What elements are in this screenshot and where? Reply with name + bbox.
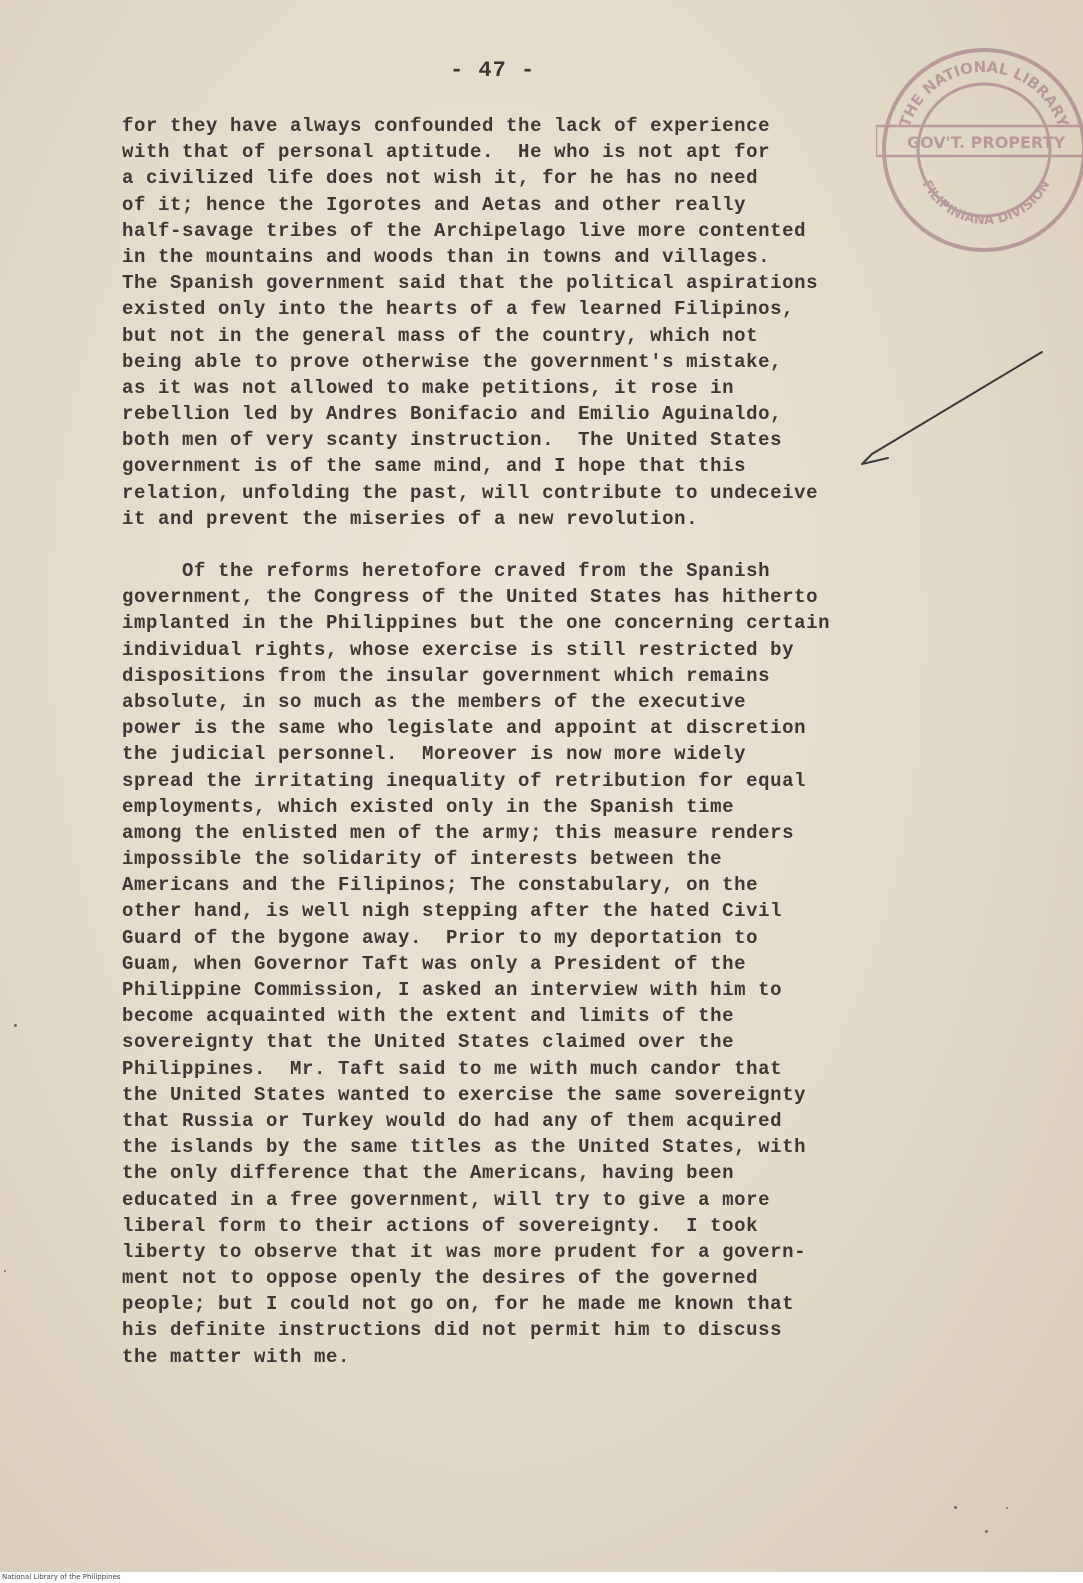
text-line: government, the Congress of the United States has hitherto	[122, 586, 819, 609]
text-line: educated in a free government, will try to give a more	[122, 1188, 771, 1211]
text-line: power is the same who legislate and appoint at discretion	[122, 717, 807, 740]
text-line: Americans and the Filipinos; The constabulary, on the	[122, 874, 759, 897]
page-number: - 47 -	[450, 58, 536, 83]
text-line: existed only into the hearts of a few learned Filipinos,	[122, 298, 795, 321]
text-line: the only difference that the Americans, having been	[122, 1162, 735, 1185]
paragraph-1	[122, 113, 912, 532]
text-line: other hand, is well nigh stepping after the hated Civil	[122, 900, 783, 923]
text-line: government is of the same mind, and I hope that this	[122, 455, 747, 478]
text-line: for they have always confounded the lack of experience	[122, 115, 771, 137]
stamp-top-text: THE NATIONAL LIBRARY	[895, 57, 1073, 130]
text-line: impossible the solidarity of interests between the	[122, 848, 723, 871]
footer-strip	[0, 1572, 1083, 1583]
text-line: the judicial personnel. Moreover is now more widely	[122, 743, 747, 766]
text-line: dispositions from the insular government which remains	[122, 664, 771, 687]
text-line: as it was not allowed to make petitions, it rose in	[122, 376, 735, 399]
text-line: The Spanish government said that the political aspirations	[122, 272, 819, 295]
text-line: relation, unfolding the past, will contribute to undeceive	[122, 481, 819, 504]
stamp-middle-text: GOV'T. PROPERTY	[906, 133, 1066, 152]
text-line: that Russia or Turkey would do had any of them acquired	[122, 1109, 783, 1132]
paper-speck	[4, 1270, 6, 1272]
text-line: his definite instructions did not permit him to discuss	[122, 1319, 783, 1342]
text-line: people; but I could not go on, for he made me known that	[122, 1293, 795, 1316]
text-line: it and prevent the miseries of a new revolution.	[122, 507, 699, 530]
text-line: both men of very scanty instruction. The United States	[122, 429, 783, 452]
text-line: but not in the general mass of the country, which not	[122, 324, 759, 347]
text-line: Of the reforms heretofore craved from the Spanish	[122, 560, 771, 582]
text-line: spread the irritating inequality of retribution for equal	[122, 769, 807, 792]
text-line: sovereignty that the United States claimed over the	[122, 1031, 735, 1054]
text-line: the United States wanted to exercise the same sovereignty	[122, 1083, 807, 1106]
text-line: in the mountains and woods than in towns and villages.	[122, 245, 771, 268]
paper-speck	[1006, 1507, 1008, 1509]
text-line: liberty to observe that it was more prudent for a govern-	[122, 1240, 807, 1263]
text-line: liberal form to their actions of sovereignty. I took	[122, 1214, 759, 1237]
pencil-check-mark	[830, 338, 1060, 478]
text-line: a civilized life does not wish it, for he has no need	[122, 167, 759, 190]
text-line: Philippine Commission, I asked an interview with him to	[122, 979, 783, 1001]
text-line: the matter with me.	[122, 1345, 351, 1368]
library-stamp	[876, 42, 1083, 252]
text-line: implanted in the Philippines but the one concerning certain	[122, 612, 831, 635]
text-line: of it; hence the Igorotes and Aetas and other really	[122, 193, 747, 216]
text-line: rebellion led by Andres Bonifacio and Emilio Aguinaldo,	[122, 403, 783, 426]
text-line: being able to prove otherwise the government's mistake,	[122, 350, 783, 373]
text-line: Philippines. Mr. Taft said to me with much candor that	[122, 1057, 783, 1080]
text-line: with that of personal aptitude. He who is not apt for	[122, 141, 771, 164]
footer-credit: National Library of the Philippines	[2, 1573, 121, 1581]
paper-speck	[985, 1530, 988, 1533]
text-line: employments, which existed only in the Spanish time	[122, 795, 735, 818]
text-line: half-savage tribes of the Archipelago live more contented	[122, 219, 807, 242]
text-line: ment not to oppose openly the desires of the governed	[122, 1267, 759, 1290]
text-line: absolute, in so much as the members of the executive	[122, 690, 747, 713]
text-line: become acquainted with the extent and limits of the	[122, 1005, 735, 1028]
paragraph-2	[122, 558, 912, 1370]
stamp-bottom-text: FILIPINIANA DIVISION	[918, 177, 1054, 229]
text-line: Guam, when Governor Taft was only a President of the	[122, 952, 747, 975]
paper-speck	[954, 1506, 957, 1509]
text-line: individual rights, whose exercise is still restricted by	[122, 638, 795, 661]
text-line: the islands by the same titles as the United States, with	[122, 1136, 807, 1159]
paper-speck	[14, 1024, 17, 1027]
text-line: among the enlisted men of the army; this measure renders	[122, 821, 795, 844]
text-line: Guard of the bygone away. Prior to my deportation to	[122, 926, 759, 949]
